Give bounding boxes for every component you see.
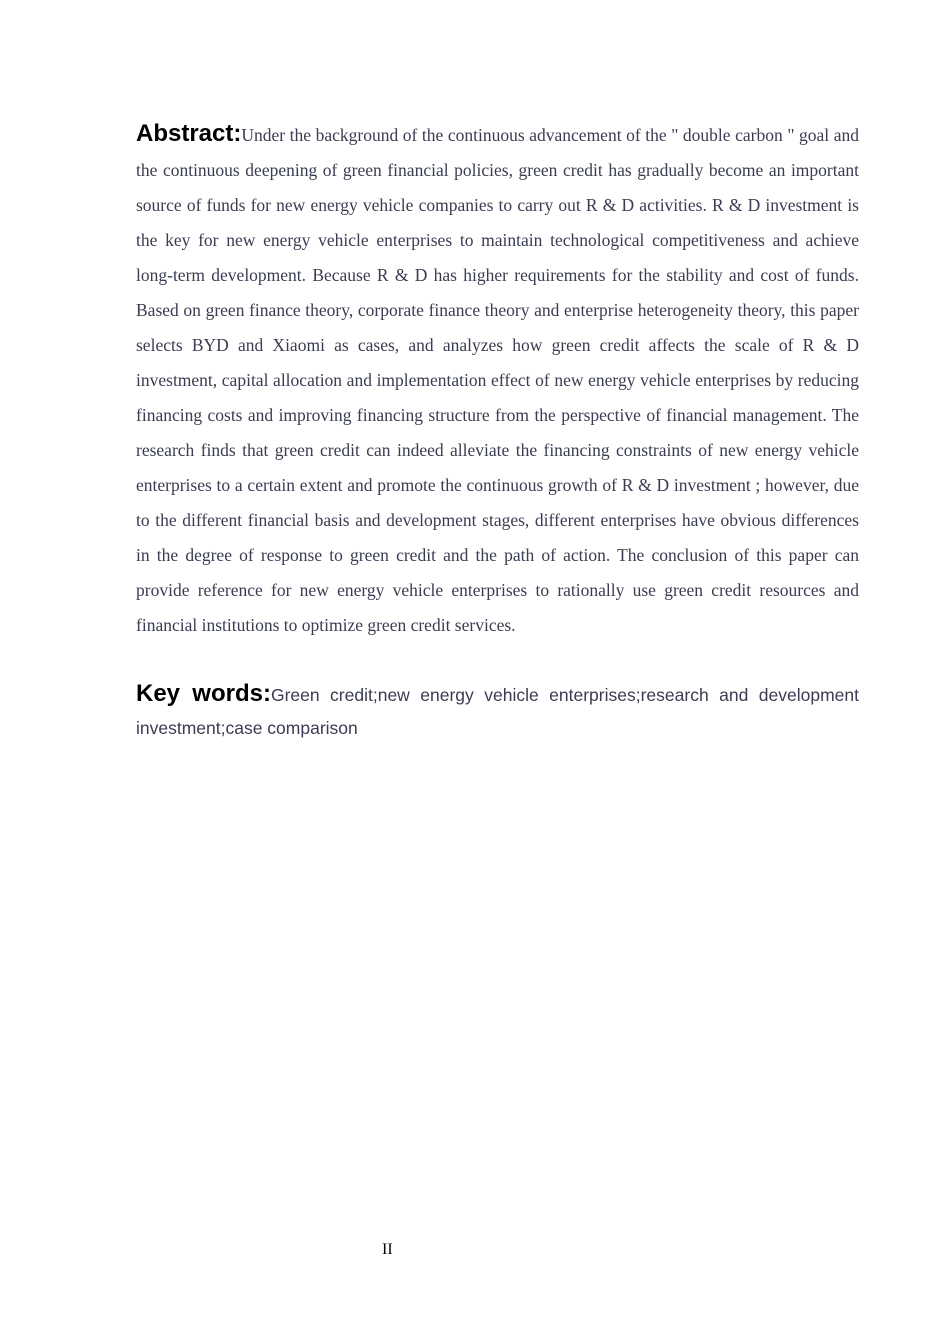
keywords-section xyxy=(136,677,859,745)
page-number: II xyxy=(382,1241,393,1258)
abstract-body: Under the background of the continuous advancement of the " double carbon " goal and the continuous deepening of green financial policies, green credit has gradually become an important source of funds for new energy vehicle companies to carry out R & D activities. R & D investment is the key for new energy vehicle enterprises to maintain technological competitiveness and achieve long-term development. Because R & D has higher requirements for the stability and cost of funds. Based on green finance theory, corporate finance theory and enterprise heterogeneity theory, this paper selects BYD and Xiaomi as cases, and analyzes how green credit affects the scale of R & D investment, capital allocation and implementation effect of new energy vehicle enterprises by reducing financing costs and improving financing structure from the perspective of financial management. The research finds that green credit can indeed alleviate the financing constraints of new energy vehicle enterprises to a certain extent and promote the continuous growth of R & D investment ; however, due to the different financial basis and development stages, different enterprises have obvious differences in the degree of response to green credit and the path of action. The conclusion of this paper can provide reference for new energy vehicle enterprises to rationally use green credit resources and financial institutions to optimize green credit services. xyxy=(136,125,859,635)
abstract-heading: Abstract: xyxy=(136,120,242,147)
keywords-body: Green credit;new energy vehicle enterprises;research and development investment;case comparison xyxy=(136,685,859,738)
keywords-heading: Key words: xyxy=(136,680,271,707)
abstract-section xyxy=(136,116,859,643)
